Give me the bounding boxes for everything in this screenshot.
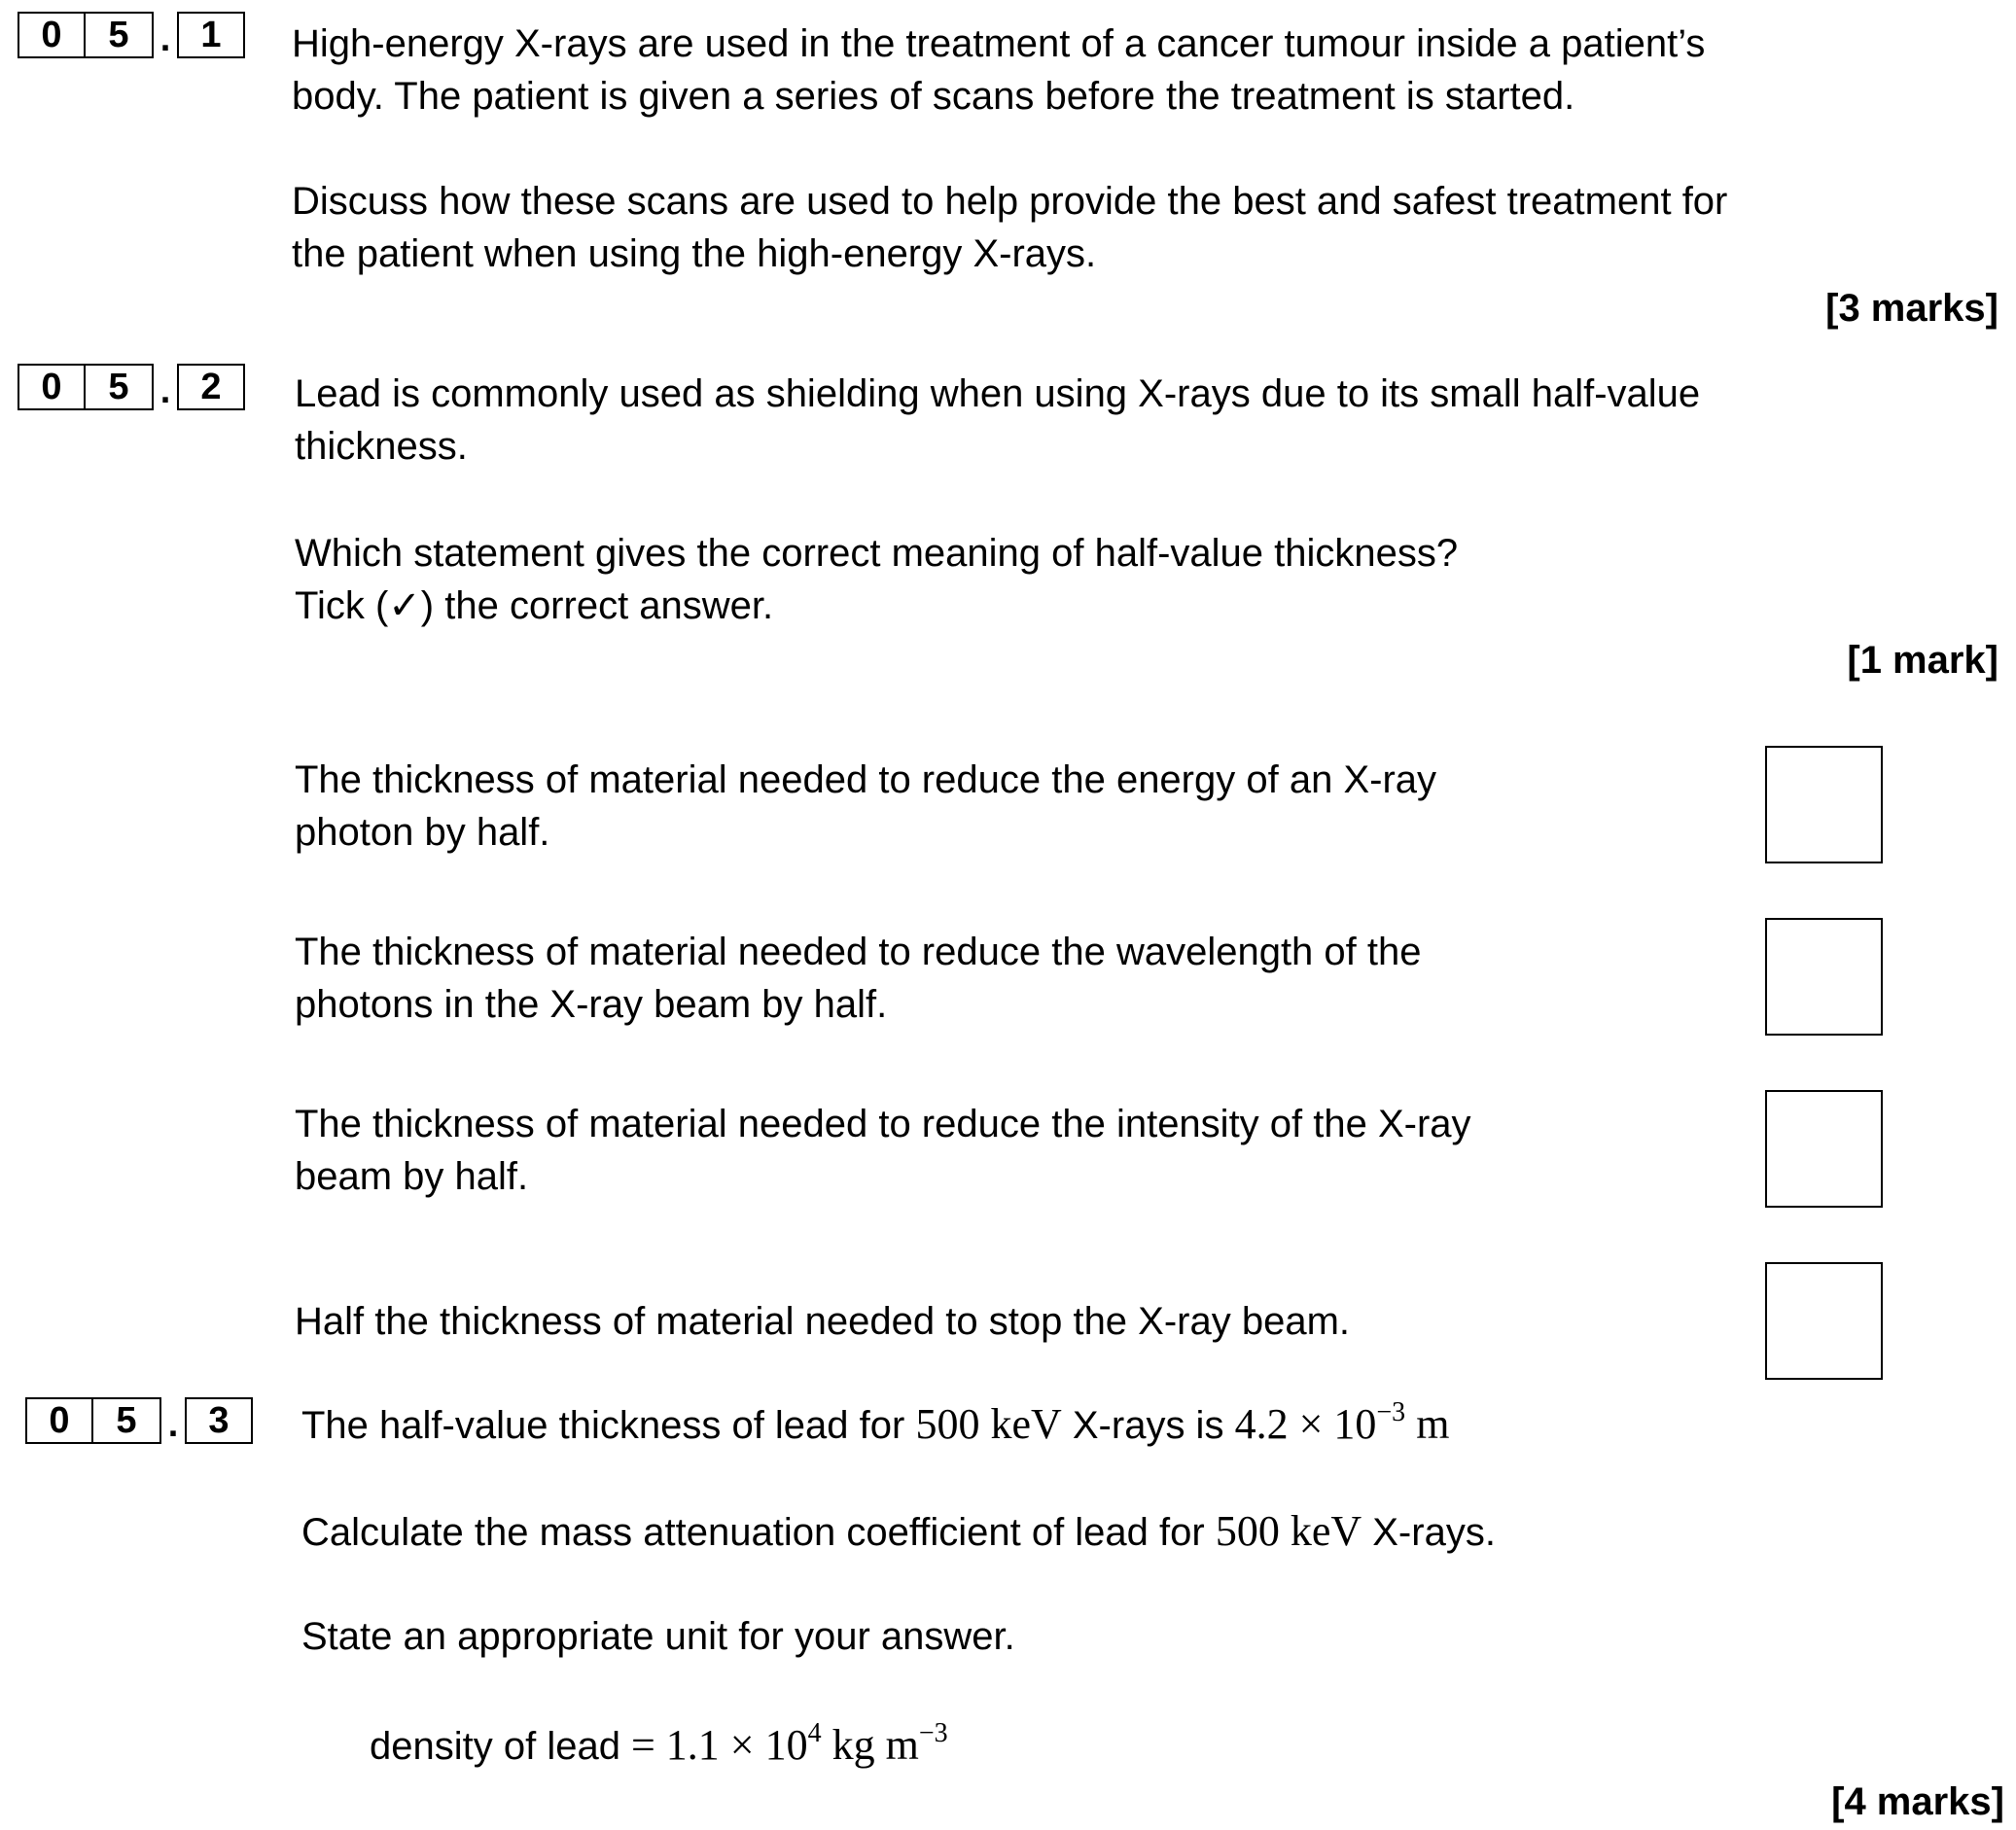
- density-value: = 1.1 × 10: [619, 1721, 808, 1769]
- option-text: Half the thickness of material needed to stop the X-ray beam.: [295, 1300, 1351, 1343]
- qnum-digit: 1: [177, 12, 245, 58]
- qnum-digit: 0: [18, 12, 86, 58]
- q3-unit: m: [1405, 1400, 1450, 1448]
- answer-checkbox-2[interactable]: [1765, 918, 1883, 1036]
- option-text: photon by half.: [295, 811, 550, 854]
- option-text: The thickness of material needed to reduce the intensity of the X-ray: [295, 1103, 1471, 1145]
- q3-text-line: [301, 1505, 1496, 1559]
- density-exponent: 4: [807, 1718, 822, 1748]
- q3-text-line: [301, 1398, 1449, 1452]
- q3-text: The half-value thickness of lead for: [301, 1404, 916, 1447]
- q3-value: 4.2 × 10: [1234, 1400, 1377, 1448]
- qnum-dot: .: [167, 1404, 179, 1445]
- qnum-digit: 5: [93, 1397, 161, 1444]
- option-text: The thickness of material needed to reduce the energy of an X-ray: [295, 758, 1437, 801]
- q1-text-line: the patient when using the high-energy X-rays.: [292, 232, 1097, 275]
- question-number-05-3: [25, 1397, 253, 1444]
- qnum-dot: .: [159, 370, 171, 411]
- q2-marks: [1 mark]: [1847, 639, 1998, 682]
- q1-marks: [3 marks]: [1825, 287, 1998, 330]
- q2-text-line: Tick (✓) the correct answer.: [295, 584, 774, 627]
- q3-energy: 500 keV: [1215, 1507, 1362, 1555]
- density-unit-exponent: −3: [918, 1718, 948, 1748]
- q2-text-line: thickness.: [295, 425, 468, 468]
- qnum-digit: 3: [185, 1397, 253, 1444]
- answer-checkbox-4[interactable]: [1765, 1262, 1883, 1380]
- density-label: density of lead: [370, 1725, 620, 1768]
- answer-checkbox-1[interactable]: [1765, 746, 1883, 863]
- density-line: [370, 1719, 948, 1773]
- option-text: photons in the X-ray beam by half.: [295, 983, 888, 1026]
- q3-exponent: −3: [1376, 1397, 1406, 1427]
- option-text: The thickness of material needed to reduce the wavelength of the: [295, 931, 1422, 973]
- q3-text: X-rays is: [1061, 1404, 1235, 1447]
- question-number-05-2: [18, 364, 245, 410]
- qnum-digit: 0: [18, 364, 86, 410]
- option-text: beam by half.: [295, 1155, 529, 1198]
- q1-text-line: body. The patient is given a series of scans before the treatment is started.: [292, 75, 1575, 118]
- q1-text-line: Discuss how these scans are used to help provide the best and safest treatment for: [292, 180, 1728, 223]
- q3-text: X-rays.: [1362, 1511, 1496, 1554]
- q3-text-line: State an appropriate unit for your answer.: [301, 1615, 1015, 1658]
- question-number-05-1: [18, 12, 245, 58]
- qnum-digit: 2: [177, 364, 245, 410]
- q2-text-line: Lead is commonly used as shielding when using X-rays due to its small half-value: [295, 372, 1701, 415]
- qnum-digit: 5: [86, 12, 154, 58]
- q2-text-line: Which statement gives the correct meaning of half-value thickness?: [295, 532, 1459, 575]
- q3-marks: [4 marks]: [1831, 1780, 2004, 1823]
- qnum-digit: 5: [86, 364, 154, 410]
- qnum-digit: 0: [25, 1397, 93, 1444]
- density-unit: kg m: [821, 1721, 919, 1769]
- q1-text-line: High-energy X-rays are used in the treatment of a cancer tumour inside a patient’s: [292, 22, 1706, 65]
- q3-energy: 500 keV: [915, 1400, 1062, 1448]
- q3-text: Calculate the mass attenuation coefficient of lead for: [301, 1511, 1216, 1554]
- qnum-dot: .: [159, 18, 171, 59]
- answer-checkbox-3[interactable]: [1765, 1090, 1883, 1208]
